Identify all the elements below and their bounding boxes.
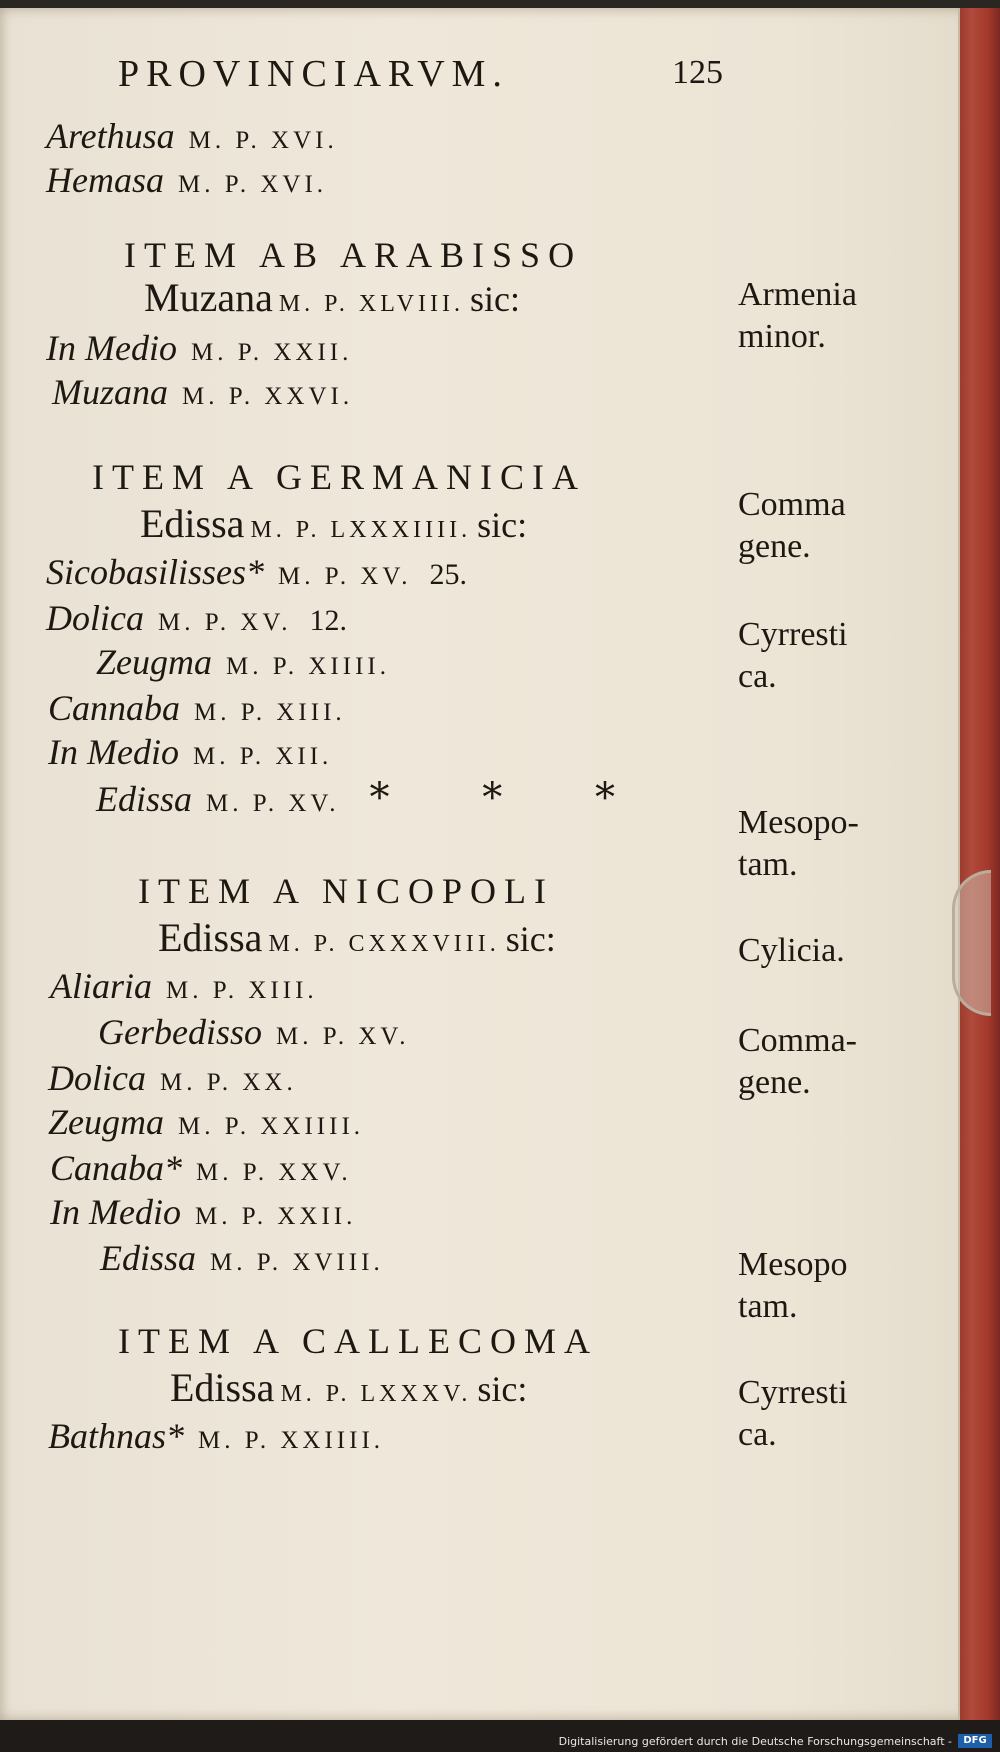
place-name: Aliaria (50, 966, 153, 1006)
margin-note-line: tam. (738, 1288, 798, 1325)
distance: M. P. XXIIII. (198, 1427, 385, 1454)
footer-credit: Digitalisierung gefördert durch die Deutsche Forschungsgemeinschaft - (558, 1735, 952, 1748)
sic-label: sic: (477, 1369, 528, 1409)
page-number: 125 (672, 54, 723, 91)
margin-note-line: Comma (738, 486, 846, 523)
entry-line (46, 596, 347, 640)
dfg-logo-icon: DFG (958, 1734, 992, 1748)
place-name: Edissa (96, 779, 193, 819)
place-name: Muzana (52, 372, 168, 412)
margin-note-line: Mesopo (738, 1246, 848, 1283)
annotation-number: 12. (309, 604, 347, 637)
place-name: In Medio (48, 732, 179, 772)
distance: M. P. XVI. (188, 127, 338, 154)
distance: M. P. XII. (192, 743, 333, 770)
entry-line (96, 776, 655, 820)
entry-line (52, 370, 353, 414)
margin-note-line: gene. (738, 528, 811, 565)
margin-note-line: Cyrresti (738, 1374, 848, 1411)
place-name: Zeugma (96, 642, 212, 682)
entry-line (46, 158, 327, 202)
margin-note-line: ca. (738, 658, 777, 695)
entry-line (48, 1100, 364, 1144)
sic-label: sic: (477, 505, 528, 545)
entry-line (100, 1236, 384, 1280)
place-name: In Medio (50, 1192, 181, 1232)
margin-note (738, 484, 938, 568)
place-name: Gerbedisso (98, 1012, 262, 1052)
entry-line (46, 326, 352, 370)
place-name: Hemasa (46, 160, 164, 200)
margin-note (738, 1372, 938, 1456)
distance: M. P. XV. (206, 790, 340, 817)
asterisks: * * * (369, 775, 655, 821)
distance-value: M. P. LXXXIIII. (250, 517, 472, 543)
destination-name: Edissa (158, 915, 263, 960)
place-name: Dolica (48, 1058, 146, 1098)
section-destination (140, 500, 527, 548)
distance-value: M. P. CXXXVIII. (268, 931, 500, 957)
distance: M. P. XXII. (190, 339, 353, 366)
place-name: Zeugma (48, 1102, 164, 1142)
distance: M. P. XV. (157, 609, 292, 636)
distance: M. P. XIII. (194, 699, 346, 726)
sic-label: sic: (505, 919, 556, 959)
running-head: PROVINCIARVM. (118, 53, 509, 95)
entry-line (48, 1056, 297, 1100)
entry-line (48, 686, 346, 730)
margin-note (738, 1020, 938, 1104)
distance: M. P. XIIII. (226, 653, 390, 680)
margin-note-line: Comma- (738, 1022, 857, 1059)
margin-note-line: gene. (738, 1064, 811, 1101)
distance: M. P. XVIII. (210, 1249, 384, 1276)
section-destination (144, 274, 520, 322)
distance: M. P. XXVI. (182, 383, 354, 410)
place-name: Sicobasilisses* (46, 552, 265, 592)
entry-line (50, 964, 318, 1008)
margin-note (738, 802, 938, 886)
entry-line (48, 730, 332, 774)
entry-line (50, 1146, 352, 1190)
destination-name: Muzana (144, 275, 273, 320)
place-name: Arethusa (46, 116, 175, 156)
page-edge (958, 8, 1000, 1720)
destination-name: Edissa (140, 501, 245, 546)
distance: M. P. XIII. (166, 977, 318, 1004)
distance: M. P. XVI. (177, 171, 328, 198)
margin-note (738, 930, 938, 972)
distance-value: M. P. LXXXV. (280, 1381, 472, 1407)
distance: M. P. XX. (159, 1069, 297, 1096)
section-heading: ITEM AB ARABISSO (124, 235, 583, 275)
distance: M. P. XXII. (194, 1203, 357, 1230)
margin-note-line: tam. (738, 846, 798, 883)
destination-distance: M. P. XLVIII. (278, 291, 464, 317)
distance: M. P. XV. (278, 563, 412, 590)
section-destination (170, 1364, 527, 1412)
annotation-number: 25. (429, 558, 468, 591)
place-name: Dolica (46, 598, 144, 638)
margin-note (738, 1244, 938, 1328)
distance: M. P. XXV. (196, 1159, 352, 1186)
entry-line (96, 640, 390, 684)
entry-line (98, 1010, 410, 1054)
book-clip (952, 870, 991, 1016)
margin-note-line: minor. (738, 318, 826, 355)
margin-note-line: Mesopo- (738, 804, 859, 841)
section-heading: ITEM A NICOPOLI (138, 871, 554, 911)
place-name: Canaba* (50, 1148, 183, 1188)
margin-note-line: Armenia (738, 276, 857, 313)
place-name: Edissa (100, 1238, 197, 1278)
margin-note (738, 614, 938, 698)
margin-note-line: Cylicia. (738, 932, 845, 969)
section-heading: ITEM A CALLECOMA (118, 1321, 599, 1361)
distance: M. P. XXIIII. (178, 1113, 365, 1140)
section-destination (158, 914, 556, 962)
destination-name: Edissa (170, 1365, 275, 1410)
entry-line (50, 1190, 356, 1234)
sic-label: sic: (469, 279, 520, 319)
margin-note (738, 274, 938, 358)
distance: M. P. XV. (276, 1023, 410, 1050)
margin-note-line: Cyrresti (738, 616, 848, 653)
entry-line (48, 1414, 384, 1458)
entry-line (46, 550, 467, 594)
place-name: Cannaba (48, 688, 181, 728)
margin-note-line: ca. (738, 1416, 777, 1453)
place-name: In Medio (46, 328, 177, 368)
entry-line (46, 114, 338, 158)
section-heading: ITEM A GERMANICIA (92, 457, 586, 497)
place-name: Bathnas* (48, 1416, 185, 1456)
